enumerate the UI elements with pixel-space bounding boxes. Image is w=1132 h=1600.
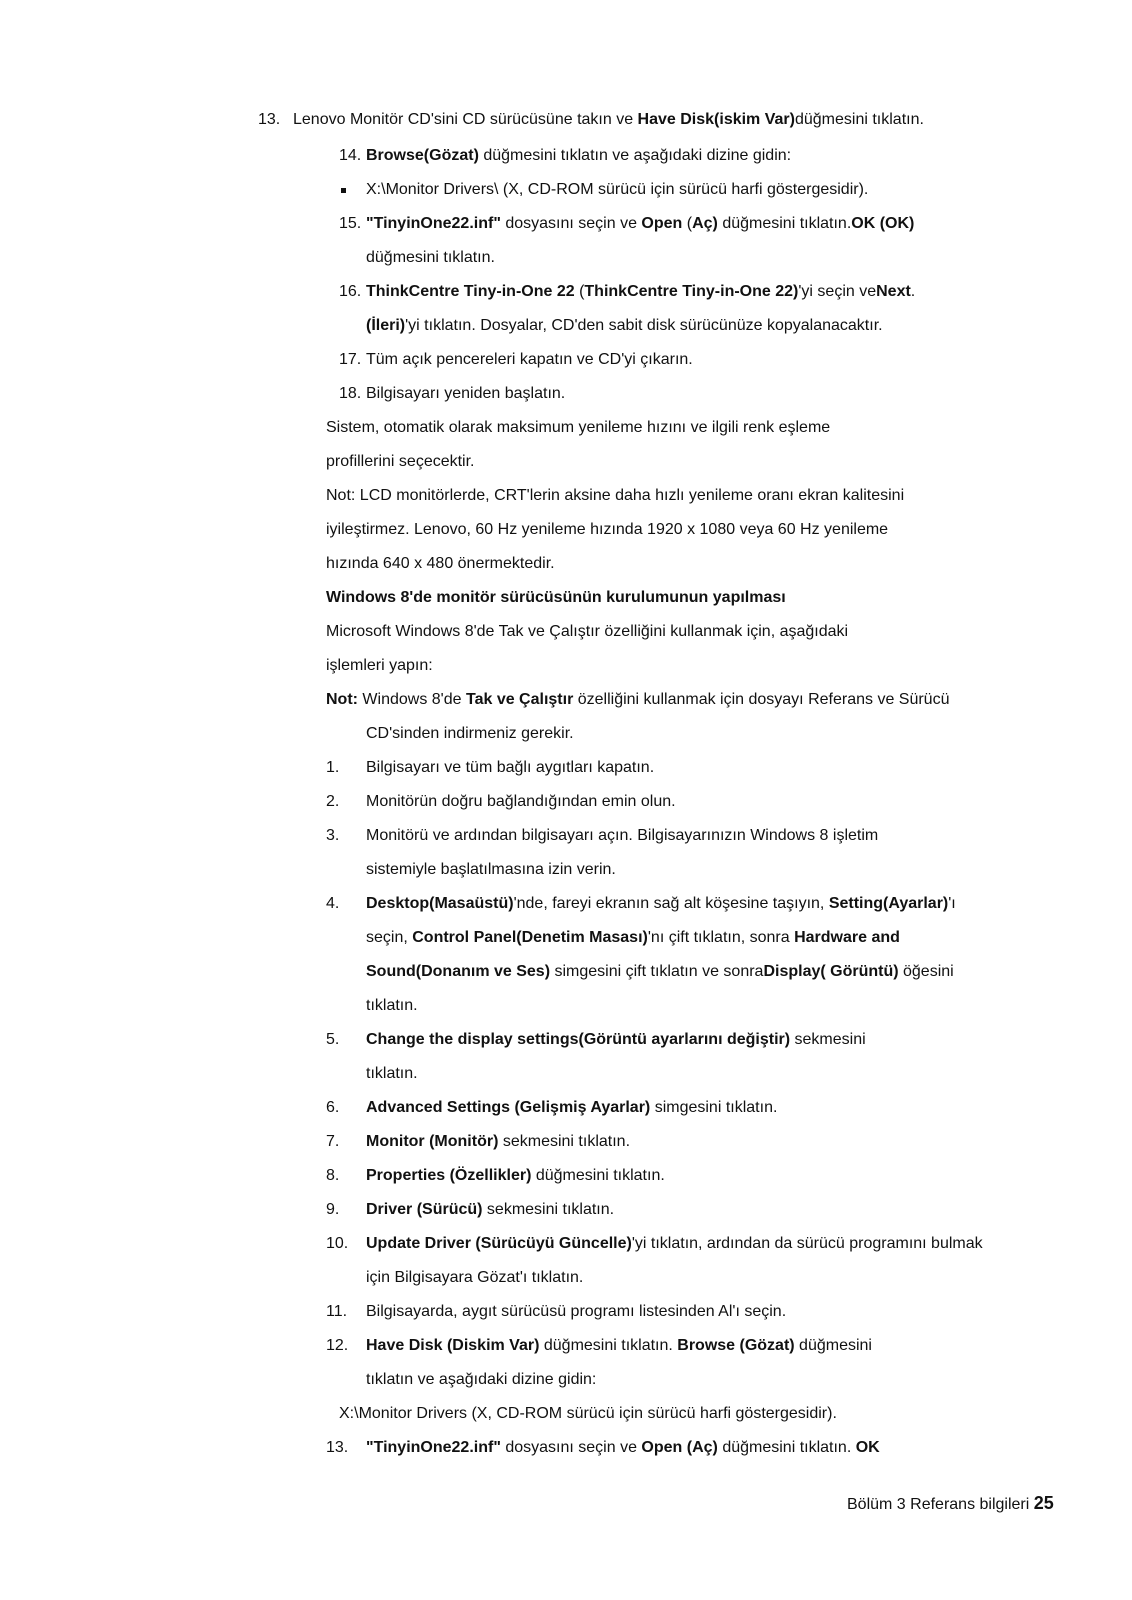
list-number: 1. <box>326 759 340 776</box>
text-line <box>366 724 574 744</box>
text-span: iyileştirmez. Lenovo, 60 Hz yenileme hızında 1920 x 1080 veya 60 Hz yenileme <box>326 521 889 538</box>
text-line <box>366 826 878 846</box>
list-number: 13. <box>258 111 281 128</box>
text-span: simgesini çift tıklatın ve sonra <box>550 963 764 980</box>
text-line <box>366 894 956 914</box>
text-span: Monitörü ve ardından bilgisayarı açın. Bilgisayarınızın Windows 8 işletim <box>366 827 879 844</box>
text-span: Lenovo Monitör CD'sini CD sürücüsüne takın ve <box>293 111 638 128</box>
list-number: 11. <box>326 1303 348 1320</box>
text-span: düğmesini tıklatın. <box>539 1337 678 1354</box>
text-span: seçin, <box>366 929 413 946</box>
text-line <box>326 554 555 574</box>
bold-text: Change the display settings(Görüntü ayarlarını değiştir) <box>366 1031 791 1048</box>
text-line <box>326 452 475 472</box>
text-span: düğmesini tıklatın. <box>531 1167 665 1184</box>
text-line <box>366 316 883 336</box>
text-span: 'ı <box>948 895 956 912</box>
text-span: işlemleri yapın: <box>326 657 433 674</box>
text-span: öğesini <box>898 963 954 980</box>
text-span: Tüm açık pencereleri kapatın ve CD'yi çıkarın. <box>366 351 693 368</box>
bold-text: Sound(Donanım ve Ses) <box>366 963 551 980</box>
bold-text: Have Disk (Diskim Var) <box>366 1337 540 1354</box>
bold-text: Not: <box>326 691 358 708</box>
bold-text: Advanced Settings (Gelişmiş Ayarlar) <box>366 1099 651 1116</box>
text-line <box>326 520 888 540</box>
list-number: 12. <box>326 1337 349 1354</box>
bold-text: Next <box>876 283 911 300</box>
text-span: özelliğini kullanmak için dosyayı Referans ve Sürücü <box>573 691 950 708</box>
text-span: ( <box>682 215 693 232</box>
text-span: sekmesini tıklatın. <box>498 1133 631 1150</box>
text-span: simgesini tıklatın. <box>650 1099 778 1116</box>
text-line <box>366 1302 786 1322</box>
text-line <box>366 1200 614 1220</box>
text-span: düğmesini tıklatın. <box>794 111 924 128</box>
text-span: tıklatın ve aşağıdaki dizine gidin: <box>366 1371 597 1388</box>
bold-text: "TinyinOne22.inf" <box>366 1439 501 1456</box>
bold-text: Monitor (Monitör) <box>366 1133 499 1150</box>
text-span: tıklatın. <box>366 1065 418 1082</box>
list-number: 3. <box>326 827 340 844</box>
list-number: 13. <box>326 1439 349 1456</box>
text-span: X:\Monitor Drivers (X, CD-ROM sürücü için sürücü harfi göstergesidir). <box>339 1405 837 1422</box>
bold-text: Properties (Özellikler) <box>366 1167 532 1184</box>
text-line <box>326 588 786 608</box>
bold-text: Open (Aç) <box>641 1439 718 1456</box>
text-line <box>366 928 900 948</box>
text-span: Monitörün doğru bağlandığından emin olun. <box>366 793 676 810</box>
text-line <box>366 860 616 880</box>
list-number: 8. <box>326 1167 340 1184</box>
list-number: 4. <box>326 895 340 912</box>
text-line <box>366 1098 777 1118</box>
bold-text: Hardware and <box>794 929 900 946</box>
list-number: 14. <box>339 147 362 164</box>
text-span: Windows 8'de <box>357 691 466 708</box>
bold-text: Windows 8'de monitör sürücüsünün kurulumunun yapılması <box>326 589 786 606</box>
bold-text: Control Panel(Denetim Masası) <box>412 929 648 946</box>
bold-text: "TinyinOne22.inf" <box>366 215 501 232</box>
text-span: düğmesini tıklatın. <box>717 1439 856 1456</box>
text-span: düğmesini tıklatın. <box>366 249 495 266</box>
text-span: Bilgisayarda, aygıt sürücüsü programı listesinden Al'ı seçin. <box>366 1303 787 1320</box>
text-line <box>366 962 954 982</box>
list-number: 16. <box>339 283 362 300</box>
text-span: 'nı çift tıklatın, sonra <box>647 929 795 946</box>
text-span: tıklatın. <box>366 997 418 1014</box>
text-line <box>366 1370 596 1390</box>
text-span: Microsoft Windows 8'de Tak ve Çalıştır özelliğini kullanmak için, aşağıdaki <box>326 623 849 640</box>
list-number: 15. <box>339 215 362 232</box>
bold-text: OK <box>855 1439 880 1456</box>
text-line <box>326 690 949 710</box>
bold-text: Desktop(Masaüstü) <box>366 895 514 912</box>
text-line <box>366 996 418 1016</box>
text-span: için Bilgisayara Gözat'ı tıklatın. <box>366 1269 584 1286</box>
bold-text: Browse (Gözat) <box>677 1337 795 1354</box>
text-line <box>366 1132 630 1152</box>
text-line <box>366 758 654 778</box>
list-number: 17. <box>339 351 362 368</box>
text-line <box>366 214 914 234</box>
text-span: dosyasını seçin ve <box>500 1439 642 1456</box>
text-span: düğmesini <box>794 1337 872 1354</box>
text-span: düğmesini tıklatın. <box>717 215 852 232</box>
text-span: sekmesini tıklatın. <box>482 1201 615 1218</box>
page-footer <box>847 1492 1054 1516</box>
bold-text: ThinkCentre Tiny-in-One 22) <box>584 283 799 300</box>
bold-text: Aç) <box>692 215 718 232</box>
bold-text: Browse(Gözat) <box>366 147 479 164</box>
text-span: CD'sinden indirmeniz gerekir. <box>366 725 574 742</box>
text-line <box>366 282 915 302</box>
text-line <box>366 248 495 268</box>
bold-text: Update Driver (Sürücüyü Güncelle) <box>366 1235 632 1252</box>
text-line <box>366 1438 880 1458</box>
bold-text: OK (OK) <box>851 215 915 232</box>
bold-text: Have Disk(iskim Var) <box>637 111 795 128</box>
bold-text: (İleri) <box>366 317 406 334</box>
text-span: Sistem, otomatik olarak maksimum yenileme hızını ve ilgili renk eşleme <box>326 419 831 436</box>
list-number: 7. <box>326 1133 340 1150</box>
text-line <box>366 146 791 166</box>
bold-text: ThinkCentre Tiny-in-One 22 <box>366 283 575 300</box>
text-span: hızında 640 x 480 önermektedir. <box>326 555 555 572</box>
text-span: ( <box>574 283 585 300</box>
text-line <box>366 1234 983 1254</box>
list-number: 9. <box>326 1201 340 1218</box>
text-span: dosyasını seçin ve <box>500 215 642 232</box>
bold-text: Tak ve Çalıştır <box>465 691 574 708</box>
text-span: 'yi tıklatın. Dosyalar, CD'den sabit disk sürücünüze kopyalanacaktır. <box>405 317 883 334</box>
text-line <box>339 1404 837 1424</box>
text-line <box>366 384 565 404</box>
text-line <box>326 622 848 642</box>
text-span: Bilgisayarı ve tüm bağlı aygıtları kapatın. <box>366 759 655 776</box>
text-span: 'yi seçin ve <box>798 283 877 300</box>
bold-text: Open <box>641 215 683 232</box>
text-line <box>366 1166 665 1186</box>
bold-text: Driver (Sürücü) <box>366 1201 483 1218</box>
text-line <box>366 1030 866 1050</box>
text-span: sistemiyle başlatılmasına izin verin. <box>366 861 616 878</box>
text-line <box>326 418 830 438</box>
text-span: 'nde, fareyi ekranın sağ alt köşesine taşıyın, <box>513 895 829 912</box>
text-line <box>366 1336 872 1356</box>
bold-text: Display( Görüntü) <box>763 963 899 980</box>
text-span: sekmesini <box>790 1031 866 1048</box>
list-number: 10. <box>326 1235 349 1252</box>
text-span: . <box>910 283 916 300</box>
text-line <box>366 180 868 200</box>
text-span: Bilgisayarı yeniden başlatın. <box>366 385 566 402</box>
text-span: düğmesini tıklatın ve aşağıdaki dizine gidin: <box>478 147 792 164</box>
text-span: profillerini seçecektir. <box>326 453 475 470</box>
text-line <box>293 110 924 130</box>
text-line <box>326 656 433 676</box>
page-number: 25 <box>1033 1493 1054 1513</box>
list-number: 2. <box>326 793 340 810</box>
text-line <box>366 1268 583 1288</box>
footer-chapter-label: Bölüm 3 Referans bilgileri <box>847 1496 1030 1513</box>
text-span: X:\Monitor Drivers\ (X, CD-ROM sürücü için sürücü harfi göstergesidir). <box>366 181 869 198</box>
list-number: 6. <box>326 1099 340 1116</box>
bold-text: Setting(Ayarlar) <box>828 895 949 912</box>
list-number: 18. <box>339 385 362 402</box>
text-span: Not: LCD monitörlerde, CRT'lerin aksine daha hızlı yenileme oranı ekran kalitesini <box>326 487 905 504</box>
text-line <box>326 486 904 506</box>
text-line <box>366 1064 418 1084</box>
text-span: 'yi tıklatın, ardından da sürücü programını bulmak <box>631 1235 983 1252</box>
list-number: 5. <box>326 1031 340 1048</box>
text-line <box>366 350 693 370</box>
square-bullet-icon <box>341 188 346 193</box>
text-line <box>366 792 676 812</box>
